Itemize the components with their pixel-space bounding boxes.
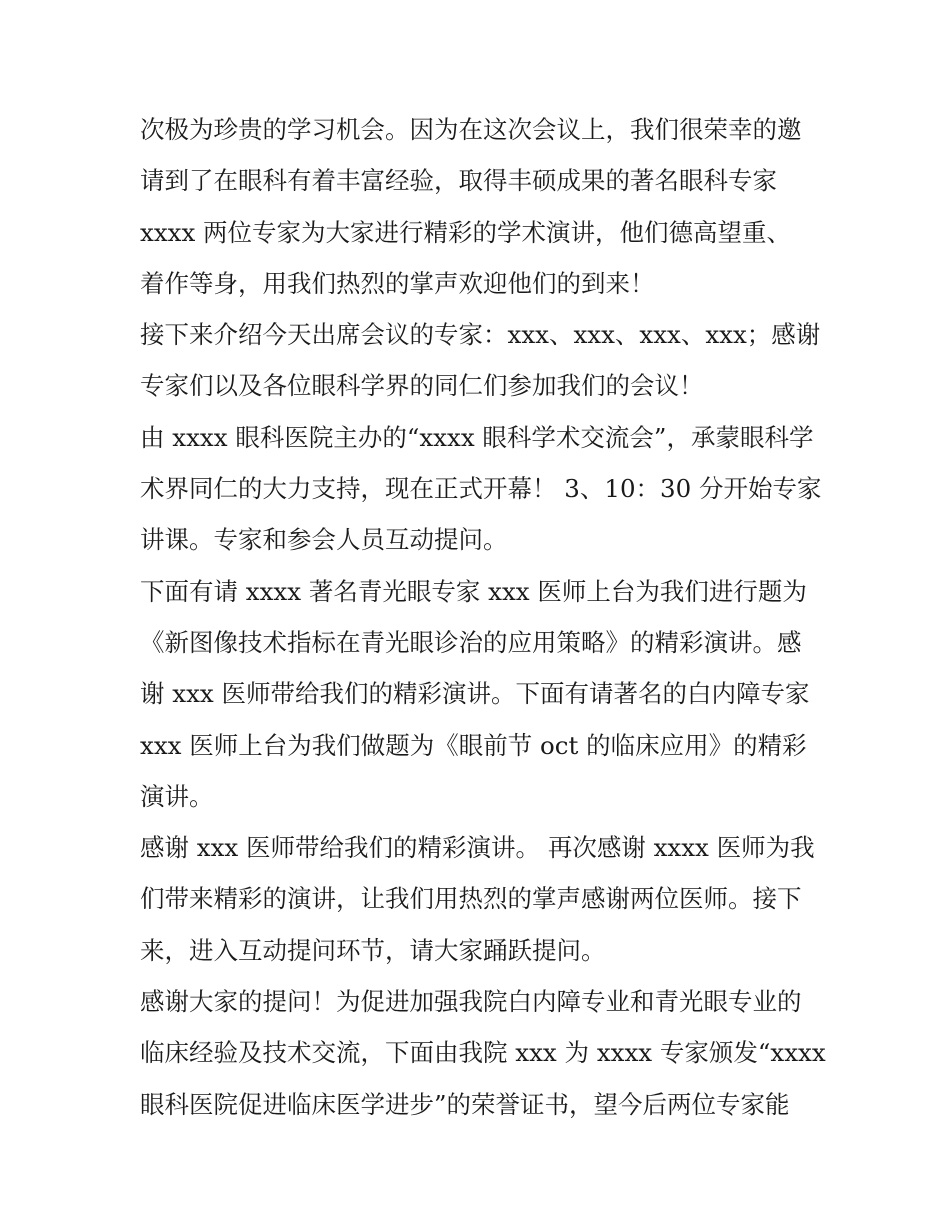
text-line: 演讲。 [140,781,214,811]
text-line: 接下来介绍今天出席会议的专家：xxx、xxx、xxx、xxx；感谢 [140,320,821,350]
text-line: 眼科医院促进临床医学进步”的荣誉证书，望今后两位专家能 [140,1089,790,1119]
text-line: 们带来精彩的演讲，让我们用热烈的掌声感谢两位医师。接下 [140,884,802,914]
text-line: 临床经验及技术交流，下面由我院 xxx 为 xxxx 专家颁发“xxxx [140,1038,826,1068]
text-line: 谢 xxx 医师带给我们的精彩演讲。下面有请著名的白内障专家 [140,679,810,709]
text-line: 由 xxxx 眼科医院主办的“xxxx 眼科学术交流会”，承蒙眼科学 [140,422,814,452]
text-line: 感谢 xxx 医师带给我们的精彩演讲。 再次感谢 xxxx 医师为我 [140,833,815,863]
text-line: 专家们以及各位眼科学界的同仁们参加我们的会议！ [140,371,704,401]
text-line: xxxx 两位专家为大家进行精彩的学术演讲，他们德高望重、 [140,217,792,247]
text-line: 着作等身，用我们热烈的掌声欢迎他们的到来！ [140,268,655,298]
text-line: 《新图像技术指标在青光眼诊治的应用策略》的精彩演讲。感 [140,627,802,657]
text-line: 讲课。专家和参会人员互动提问。 [140,525,508,555]
text-line: 请到了在眼科有着丰富经验，取得丰硕成果的著名眼科专家 [140,166,777,196]
text-line: 次极为珍贵的学习机会。因为在这次会议上，我们很荣幸的邀 [140,115,802,144]
text-line: 下面有请 xxxx 著名青光眼专家 xxx 医师上台为我们进行题为 [140,576,807,606]
document-body [140,104,830,1130]
text-line: 感谢大家的提问！为促进加强我院白内障专业和青光眼专业的 [140,987,802,1017]
text-line: 来，进入互动提问环节，请大家踊跃提问。 [140,935,606,965]
text-line: xxx 医师上台为我们做题为《眼前节 oct 的临床应用》的精彩 [140,730,807,760]
text-line: 术界同仁的大力支持，现在正式开幕！ 3、10：30 分开始专家 [140,474,822,504]
